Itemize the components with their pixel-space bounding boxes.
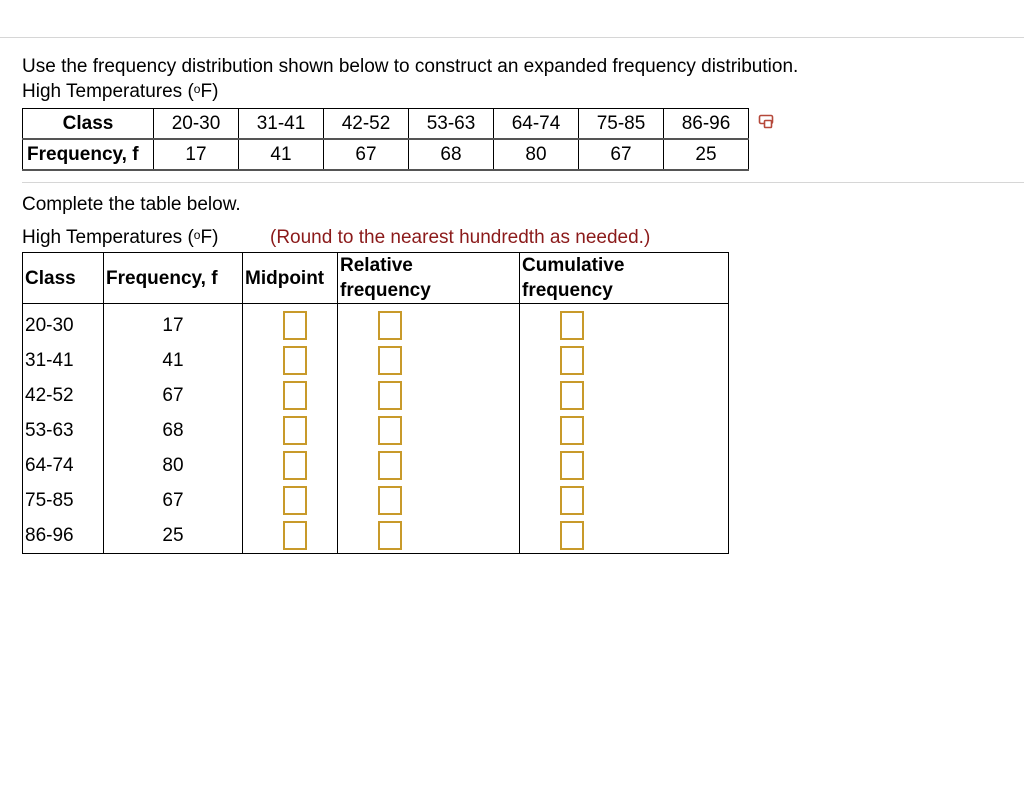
cumulative-frequency-cell bbox=[520, 413, 729, 448]
relative-frequency-cell bbox=[338, 518, 520, 554]
midpoint-input[interactable] bbox=[283, 486, 307, 515]
class-cell: 31-41 bbox=[23, 343, 104, 378]
given-class-cell: 42-52 bbox=[324, 109, 409, 140]
relative-frequency-cell bbox=[338, 378, 520, 413]
frequency-cell: 68 bbox=[104, 413, 243, 448]
top-divider bbox=[0, 37, 1024, 38]
relative-frequency-input[interactable] bbox=[378, 311, 402, 340]
rounding-note: (Round to the nearest hundredth as needed.) bbox=[270, 227, 651, 248]
complete-prompt: Complete the table below. bbox=[22, 194, 241, 215]
section-divider bbox=[22, 182, 1024, 183]
frequency-cell: 25 bbox=[104, 518, 243, 554]
relative-frequency-input[interactable] bbox=[378, 486, 402, 515]
frequency-cell: 67 bbox=[104, 483, 243, 518]
cumulative-frequency-input[interactable] bbox=[560, 451, 584, 480]
class-cell: 75-85 bbox=[23, 483, 104, 518]
midpoint-cell bbox=[243, 343, 338, 378]
relative-frequency-cell bbox=[338, 343, 520, 378]
class-cell: 20-30 bbox=[23, 304, 104, 344]
frequency-cell: 80 bbox=[104, 448, 243, 483]
midpoint-cell bbox=[243, 483, 338, 518]
given-frequency-cell: 80 bbox=[494, 139, 579, 170]
cumulative-frequency-cell bbox=[520, 304, 729, 344]
table-row bbox=[23, 413, 729, 448]
class-cell: 53-63 bbox=[23, 413, 104, 448]
midpoint-input[interactable] bbox=[283, 416, 307, 445]
relative-frequency-cell bbox=[338, 448, 520, 483]
given-class-cell: 75-85 bbox=[579, 109, 664, 140]
cumulative-frequency-input[interactable] bbox=[560, 346, 584, 375]
given-frequency-cell: 68 bbox=[409, 139, 494, 170]
header-relative-frequency: Relative frequency bbox=[338, 253, 520, 304]
midpoint-cell bbox=[243, 304, 338, 344]
table-row bbox=[23, 483, 729, 518]
given-frequency-cell: 17 bbox=[154, 139, 239, 170]
given-frequency-table bbox=[22, 108, 749, 171]
given-frequency-cell: 67 bbox=[324, 139, 409, 170]
cumulative-frequency-input[interactable] bbox=[560, 311, 584, 340]
frequency-cell: 41 bbox=[104, 343, 243, 378]
given-frequency-cell: 25 bbox=[664, 139, 749, 170]
header-frequency: Frequency, f bbox=[104, 253, 243, 304]
midpoint-cell bbox=[243, 378, 338, 413]
relative-frequency-cell bbox=[338, 483, 520, 518]
instructions: Use the frequency distribution shown below to construct an expanded frequency distribution. bbox=[22, 56, 799, 77]
given-class-cell: 64-74 bbox=[494, 109, 579, 140]
relative-frequency-cell bbox=[338, 304, 520, 344]
class-cell: 86-96 bbox=[23, 518, 104, 554]
table-row bbox=[23, 518, 729, 554]
table-row bbox=[23, 304, 729, 344]
relative-frequency-input[interactable] bbox=[378, 381, 402, 410]
midpoint-cell bbox=[243, 518, 338, 554]
given-header-class: Class bbox=[23, 109, 154, 140]
cumulative-frequency-cell bbox=[520, 343, 729, 378]
table-row bbox=[23, 343, 729, 378]
cumulative-frequency-input[interactable] bbox=[560, 521, 584, 550]
expanded-frequency-table bbox=[22, 252, 729, 554]
header-midpoint: Midpoint bbox=[243, 253, 338, 304]
cumulative-frequency-cell bbox=[520, 448, 729, 483]
midpoint-input[interactable] bbox=[283, 311, 307, 340]
given-class-cell: 20-30 bbox=[154, 109, 239, 140]
header-class: Class bbox=[23, 253, 104, 304]
relative-frequency-input[interactable] bbox=[378, 521, 402, 550]
midpoint-cell bbox=[243, 413, 338, 448]
midpoint-input[interactable] bbox=[283, 381, 307, 410]
expanded-header-row bbox=[23, 253, 729, 304]
given-class-cell: 53-63 bbox=[409, 109, 494, 140]
relative-frequency-input[interactable] bbox=[378, 451, 402, 480]
given-frequency-row bbox=[23, 139, 749, 170]
midpoint-input[interactable] bbox=[283, 451, 307, 480]
complete-table-title: High Temperatures ($^o$F) bbox=[22, 227, 219, 248]
cumulative-frequency-cell bbox=[520, 378, 729, 413]
given-frequency-cell: 41 bbox=[239, 139, 324, 170]
given-class-cell: 86-96 bbox=[664, 109, 749, 140]
copy-to-clipboard-icon[interactable] bbox=[758, 113, 778, 131]
frequency-cell: 17 bbox=[104, 304, 243, 344]
given-table-title: High Temperatures ($^o$F) bbox=[22, 81, 219, 102]
header-cumulative-frequency: Cumulative frequency bbox=[520, 253, 729, 304]
cumulative-frequency-cell bbox=[520, 518, 729, 554]
cumulative-frequency-input[interactable] bbox=[560, 486, 584, 515]
class-cell: 64-74 bbox=[23, 448, 104, 483]
midpoint-cell bbox=[243, 448, 338, 483]
class-cell: 42-52 bbox=[23, 378, 104, 413]
cumulative-frequency-input[interactable] bbox=[560, 416, 584, 445]
cumulative-frequency-cell bbox=[520, 483, 729, 518]
given-frequency-cell: 67 bbox=[579, 139, 664, 170]
frequency-cell: 67 bbox=[104, 378, 243, 413]
midpoint-input[interactable] bbox=[283, 346, 307, 375]
given-class-cell: 31-41 bbox=[239, 109, 324, 140]
cumulative-frequency-input[interactable] bbox=[560, 381, 584, 410]
given-class-row bbox=[23, 109, 749, 140]
relative-frequency-cell bbox=[338, 413, 520, 448]
table-row bbox=[23, 448, 729, 483]
relative-frequency-input[interactable] bbox=[378, 346, 402, 375]
given-header-frequency: Frequency, f bbox=[23, 139, 154, 170]
relative-frequency-input[interactable] bbox=[378, 416, 402, 445]
table-row bbox=[23, 378, 729, 413]
midpoint-input[interactable] bbox=[283, 521, 307, 550]
